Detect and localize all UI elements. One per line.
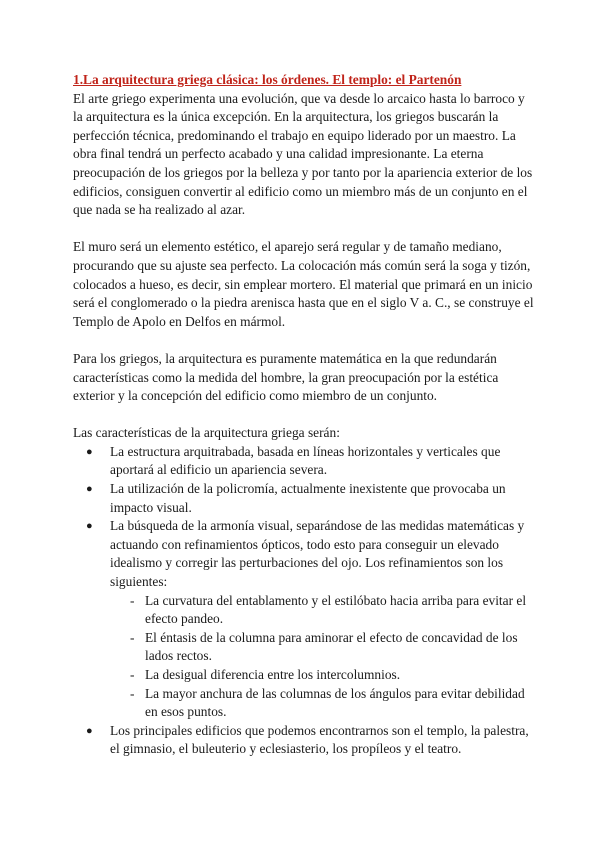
list-item bbox=[73, 517, 535, 722]
sub-list-item bbox=[110, 666, 535, 685]
document-page bbox=[73, 71, 535, 759]
bullet-icon: ● bbox=[86, 724, 93, 737]
sub-list-item-text: La desigual diferencia entre los intercolumnios. bbox=[145, 667, 401, 682]
paragraph-gap bbox=[73, 406, 535, 425]
sub-list-item-text: El éntasis de la columna para aminorar el efecto de concavidad de los lados rectos. bbox=[145, 629, 518, 664]
dash-icon: - bbox=[130, 592, 135, 608]
bullet-icon: ● bbox=[86, 520, 93, 533]
bullet-icon: ● bbox=[86, 445, 93, 458]
list-item bbox=[73, 480, 535, 517]
document-title: 1.La arquitectura griega clásica: los órdenes. El templo: el Partenón bbox=[73, 72, 462, 87]
paragraph-gap bbox=[73, 220, 535, 239]
list-item-text: La estructura arquitrabada, basada en líneas horizontales y verticales que aportará al edificio un apariencia severa. bbox=[110, 443, 501, 478]
sub-list-item-text: La mayor anchura de las columnas de los ángulos para evitar debilidad en esos puntos. bbox=[145, 685, 525, 720]
dash-icon: - bbox=[130, 629, 135, 645]
refinements-list bbox=[110, 592, 535, 722]
characteristics-list bbox=[73, 443, 535, 759]
bullet-icon: ● bbox=[86, 483, 93, 496]
sub-list-item bbox=[110, 685, 535, 722]
list-item-text: La utilización de la policromía, actualmente inexistente que provocaba un impacto visual. bbox=[110, 481, 506, 515]
paragraph-muro: El muro será un elemento estético, el aparejo será regular y de tamaño mediano, procurando que su ajuste sea perfecto. La colocación más común será la soga y tizón, colocados a hueso, es decir, sin emplear mortero. El material que primará en un inicio será el conglomerado o la piedra arenisca hasta que en el siglo V a. C., se construye el Templo de Apolo en Delfos en mármol. bbox=[73, 239, 534, 329]
list-item-text: La búsqueda de la armonía visual, separándose de las medidas matemáticas y actuando con refinamientos ópticos, todo esto para conseguir un elevado idealismo y corregir las perturbaciones del ojo. Los refinamientos son los siguientes: bbox=[110, 518, 525, 590]
dash-icon: - bbox=[130, 667, 135, 682]
paragraph-caracteristicas-intro: Las características de la arquitectura griega serán: bbox=[73, 425, 340, 441]
sub-list-item-text: La curvatura del entablamento y el estilóbato hacia arriba para evitar el efecto pandeo. bbox=[145, 592, 527, 627]
paragraph-intro: El arte griego experimenta una evolución, que va desde lo arcaico hasta lo barroco y la arquitectura es la única excepción. En la arquitectura, los griegos buscarán la perfección técnica, predominando el trabajo en equipo liderado por un maestro. La obra final tendrá un perfecto acabado y una calidad impresionante. La eterna preocupación de los griegos por la belleza y por tanto por la apariencia exterior de los edificios, consiguen convertir al edificio como un miembro más de un conjunto en el que nada se ha realizado al azar. bbox=[73, 90, 533, 218]
list-item bbox=[73, 722, 535, 759]
list-item-text: Los principales edificios que podemos encontrarnos son el templo, la palestra, el gimnasio, el buleuterio y eclesiasterio, los propíleos y el teatro. bbox=[110, 722, 529, 757]
sub-list-item bbox=[110, 629, 535, 666]
paragraph-gap bbox=[73, 331, 535, 350]
dash-icon: - bbox=[130, 685, 135, 701]
paragraph-matematica: Para los griegos, la arquitectura es puramente matemática en la que redundarán características como la medida del hombre, la gran preocupación por la estética exterior y la concepción del edificio como miembro de un conjunto. bbox=[73, 350, 499, 404]
list-item bbox=[73, 443, 535, 480]
sub-list-item bbox=[110, 592, 535, 629]
